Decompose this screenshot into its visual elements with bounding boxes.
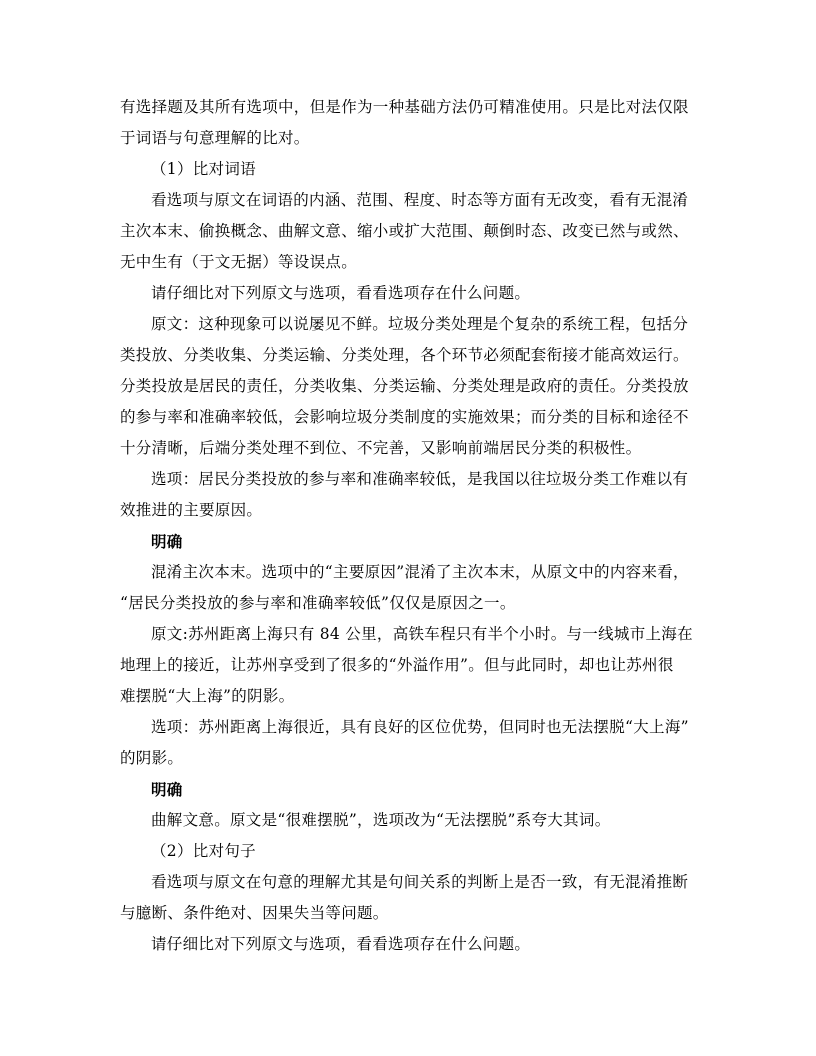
text-line: 混淆主次本末。选项中的“主要原因”混淆了主次本末，从原文中的内容来看， (151, 563, 689, 581)
text-line: 十分清晰，后端分类处理不到位、不完善，又影响前端居民分类的积极性。 (120, 439, 642, 457)
text-line: （2）比对句子 (151, 842, 256, 860)
text-line: 选项：苏州距离上海很近，具有良好的区位优势，但同时也无法摆脱“大上海” (151, 718, 689, 736)
text-line: 曲解文意。原文是“很难摆脱”，选项改为“无法摆脱”系夸大其词。 (151, 811, 611, 829)
text-line: 于词语与句意理解的比对。 (120, 129, 310, 147)
text-line: 分类投放是居民的责任，分类收集、分类运输、分类处理是政府的责任。分类投放 (120, 377, 689, 395)
text-paragraph (120, 278, 700, 309)
text-paragraph (120, 712, 700, 774)
text-paragraph (120, 929, 700, 960)
text-line: 明确 (151, 532, 183, 551)
text-paragraph (120, 867, 700, 929)
text-line: 效推进的主要原因。 (120, 501, 263, 519)
text-paragraph (120, 185, 700, 278)
text-line: （1）比对词语 (151, 160, 256, 178)
section-heading-paragraph (120, 774, 700, 805)
text-line: 明确 (151, 780, 183, 799)
text-paragraph (120, 154, 700, 185)
text-paragraph (120, 557, 700, 619)
text-line: 请仔细比对下列原文与选项，看看选项存在什么问题。 (151, 935, 531, 953)
text-line: 看选项与原文在词语的内涵、范围、程度、时态等方面有无改变，看有无混淆 (151, 191, 689, 209)
text-line: 请仔细比对下列原文与选项，看看选项存在什么问题。 (151, 284, 531, 302)
text-line: 难摆脱“大上海”的阴影。 (120, 687, 295, 705)
text-line: 无中生有（于文无据）等设误点。 (120, 253, 358, 271)
text-line: 的参与率和准确率较低，会影响垃圾分类制度的实施效果；而分类的目标和途径不 (120, 408, 689, 426)
text-paragraph (120, 309, 700, 464)
text-line: 类投放、分类收集、分类运输、分类处理，各个环节必须配套衔接才能高效运行。 (120, 346, 689, 364)
text-line: 与臆断、条件绝对、因果失当等问题。 (120, 904, 389, 922)
text-line: 原文：这种现象可以说屡见不鲜。垃圾分类处理是个复杂的系统工程，包括分 (151, 315, 689, 333)
text-line: “居民分类投放的参与率和准确率较低”仅仅是原因之一。 (120, 594, 516, 612)
text-line: 看选项与原文在句意的理解尤其是句间关系的判断上是否一致，有无混淆推断 (151, 873, 689, 891)
section-heading-paragraph (120, 526, 700, 557)
text-paragraph (120, 836, 700, 867)
text-line: 有选择题及其所有选项中，但是作为一种基础方法仍可精准使用。只是比对法仅限 (120, 98, 689, 116)
text-line: 的阴影。 (120, 749, 184, 767)
text-line: 原文:苏州距离上海只有 84 公里，高铁车程只有半个小时。与一线城市上海在 (151, 625, 693, 643)
text-paragraph (120, 619, 700, 712)
text-paragraph (120, 92, 700, 154)
text-line: 主次本末、偷换概念、曲解文意、缩小或扩大范围、颠倒时态、改变已然与或然、 (120, 222, 689, 240)
document-body (120, 92, 700, 960)
text-line: 地理上的接近，让苏州享受到了很多的“外溢作用”。但与此同时，却也让苏州很 (120, 656, 674, 674)
text-line: 选项：居民分类投放的参与率和准确率较低，是我国以往垃圾分类工作难以有 (151, 470, 689, 488)
text-paragraph (120, 464, 700, 526)
text-paragraph (120, 805, 700, 836)
